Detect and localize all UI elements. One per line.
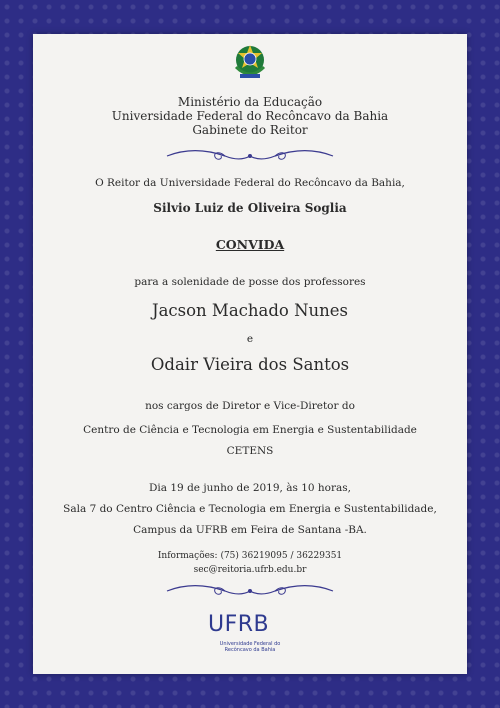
university-line: Universidade Federal do Recôncavo da Bahia xyxy=(111,109,389,123)
event-date-time: Dia 19 de junho de 2019, às 10 horas, xyxy=(149,482,351,494)
contact-email: sec@reitoria.ufrb.edu.br xyxy=(193,565,307,575)
intro-text: O Reitor da Universidade Federal do Recôncavo da Bahia, xyxy=(95,177,405,189)
ornament-flourish-icon xyxy=(165,147,335,165)
event-room: Sala 7 do Centro Ciência e Tecnologia em Energia e Sustentabilidade, xyxy=(63,503,437,515)
conjunction-text: e xyxy=(246,333,254,345)
center-name: Centro de Ciência e Tecnologia em Energia e Sustentabilidade xyxy=(83,424,417,436)
center-acronym: CETENS xyxy=(226,445,274,457)
contact-phones: Informações: (75) 36219095 / 36229351 xyxy=(157,551,343,561)
professor-2-name: Odair Vieira dos Santos xyxy=(150,355,350,374)
brazil-coat-of-arms-icon xyxy=(231,41,269,83)
ufrb-logo-word: UFRB xyxy=(208,612,270,637)
ufrb-logo-icon xyxy=(208,612,292,654)
professor-1-name: Jacson Machado Nunes xyxy=(151,301,349,320)
convida-heading: CONVIDA xyxy=(215,237,285,252)
office-line: Gabinete do Reitor xyxy=(192,123,308,137)
invitation-card xyxy=(33,34,467,674)
ministry-line: Ministério da Educação xyxy=(177,95,323,109)
ufrb-logo-subtitle: Universidade Federal do Recôncavo da Bahia xyxy=(219,641,281,653)
positions-text: nos cargos de Diretor e Vice-Diretor do xyxy=(145,400,355,412)
rector-name: Silvio Luiz de Oliveira Soglia xyxy=(153,201,347,215)
event-campus: Campus da UFRB em Feira de Santana -BA. xyxy=(133,524,367,536)
ornament-flourish-icon xyxy=(165,582,335,600)
purpose-text: para a solenidade de posse dos professores xyxy=(134,276,366,288)
